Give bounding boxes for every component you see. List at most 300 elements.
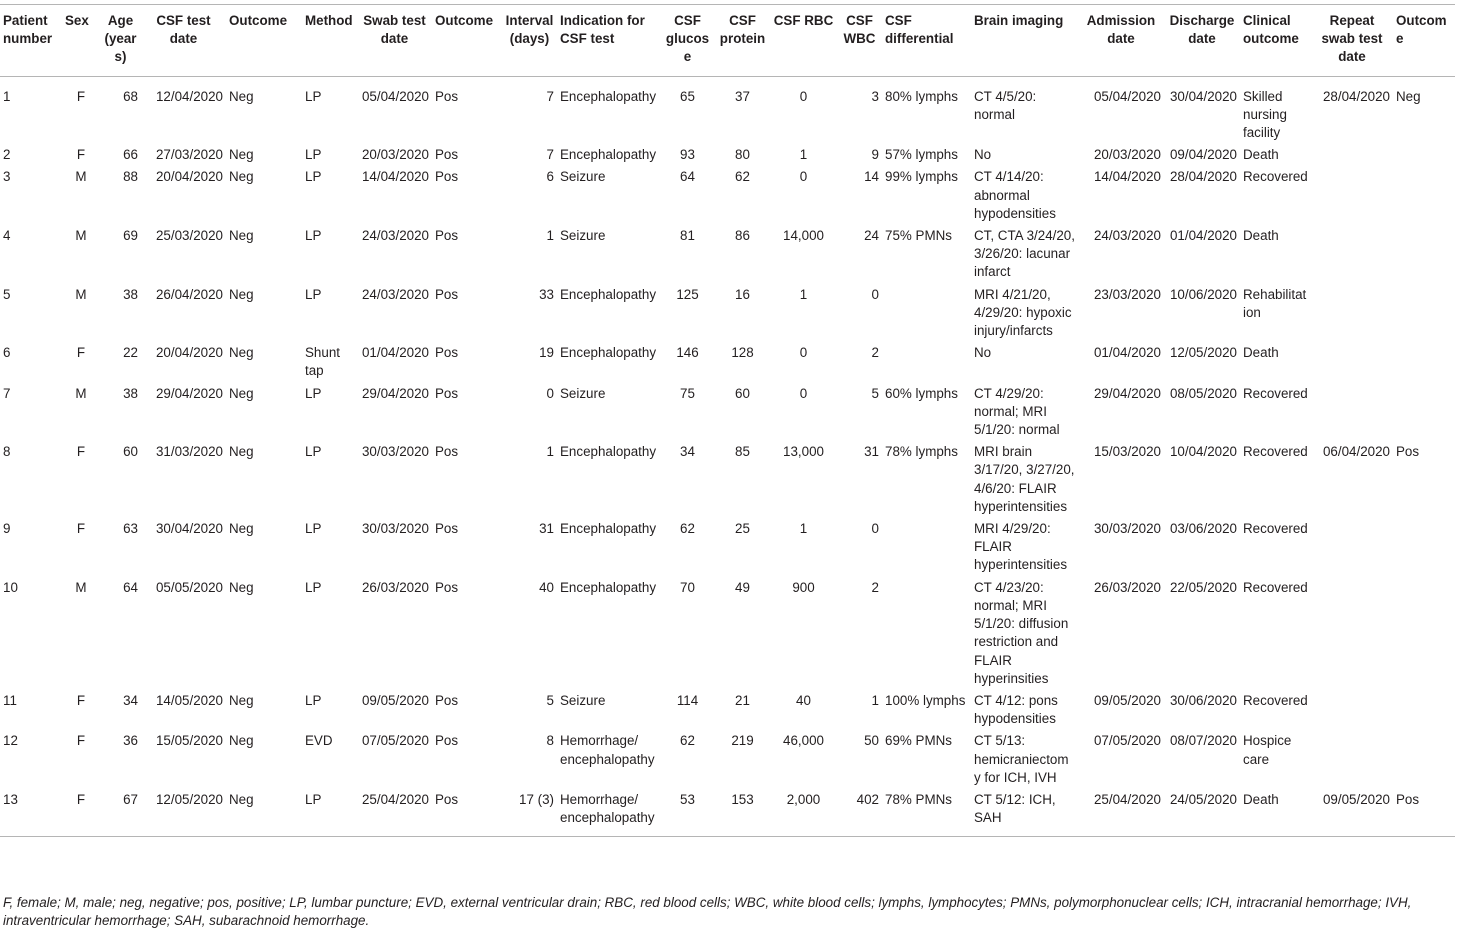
cell-csf-rbc: 40 <box>796 692 811 708</box>
cell-csf-outcome: Neg <box>229 385 254 401</box>
cell-patient-number: 5 <box>3 286 11 302</box>
cell-interval: 40 <box>539 579 554 595</box>
cell-csf-rbc: 900 <box>792 579 815 595</box>
cell-admission-date: 09/05/2020 <box>1093 692 1161 708</box>
cell-discharge-date: 08/07/2020 <box>1169 733 1237 749</box>
cell-csf-outcome: Neg <box>229 286 254 302</box>
cell-repeat-swab-test-date <box>1311 146 1393 168</box>
cell-clinical-outcome: Skilled nursing facility <box>1243 88 1287 141</box>
table-row <box>0 732 1455 791</box>
cell-age: 63 <box>123 521 138 537</box>
table-row <box>0 520 1455 579</box>
cell-method: LP <box>305 169 322 185</box>
cell-sex: F <box>62 791 100 837</box>
table-row <box>0 443 1455 520</box>
cell-clinical-outcome: Recovered <box>1243 579 1308 595</box>
cell-csf-test-date: 12/05/2020 <box>141 791 226 837</box>
cell-csf-glucose: 93 <box>680 147 695 163</box>
cell-repeat-swab-test-date <box>1311 692 1393 732</box>
cell-swab-test-date: 29/04/2020 <box>361 385 429 401</box>
cell-discharge-date: 30/04/2020 <box>1169 88 1237 104</box>
cell-interval: 7 <box>546 88 554 104</box>
cell-swab-outcome: Pos <box>435 345 459 361</box>
table-row <box>0 344 1455 384</box>
cell-csf-outcome: Neg <box>229 147 254 163</box>
header-method: Method <box>302 5 357 77</box>
cell-repeat-swab-test-date <box>1311 286 1393 345</box>
cell-clinical-outcome: Recovered <box>1243 385 1308 401</box>
cell-csf-rbc: 0 <box>799 88 808 104</box>
cell-brain-imaging: CT 4/23/20: normal; MRI 5/1/20: diffusion restriction and FLAIR hyperinsities <box>974 579 1069 686</box>
cell-age: 36 <box>123 733 138 749</box>
cell-age: 68 <box>123 88 138 104</box>
cell-patient-number: 10 <box>3 579 18 595</box>
cell-interval: 19 <box>539 345 554 361</box>
cell-csf-glucose: 114 <box>676 692 699 708</box>
cell-swab-test-date: 30/03/2020 <box>361 444 429 460</box>
cell-csf-protein: 49 <box>735 579 750 595</box>
cell-admission-date: 20/03/2020 <box>1093 147 1161 163</box>
cell-csf-differential <box>882 286 971 345</box>
cell-interval: 17 (3) <box>502 791 557 837</box>
cell-sex: F <box>76 692 86 708</box>
cell-csf-rbc: 14,000 <box>783 228 824 244</box>
cell-interval: 33 <box>539 286 554 302</box>
cell-csf-rbc: 1 <box>799 286 808 302</box>
cell-swab-outcome: Pos <box>435 444 459 460</box>
cell-swab-outcome: Pos <box>435 579 459 595</box>
cell-indication: Hemorrhage/ encephalopathy <box>557 791 660 837</box>
cell-indication: Encephalopathy <box>560 444 657 460</box>
header-csf-test-date: CSF test date <box>141 5 226 77</box>
cell-patient-number: 3 <box>3 169 11 185</box>
cell-discharge-date: 30/06/2020 <box>1169 692 1237 708</box>
cell-indication: Seizure <box>560 692 606 708</box>
cell-patient-number: 11 <box>3 692 17 708</box>
cell-csf-wbc: 50 <box>864 733 879 749</box>
cell-csf-differential: 100% lymphs <box>885 692 966 708</box>
cell-interval: 1 <box>546 444 554 460</box>
cell-repeat-outcome: Pos <box>1393 791 1455 837</box>
header-admission-date: Admission date <box>1078 5 1164 77</box>
cell-csf-rbc: 0 <box>799 385 808 401</box>
cell-indication: Encephalopathy <box>560 579 657 595</box>
cell-admission-date: 14/04/2020 <box>1093 169 1161 185</box>
cell-swab-test-date: 05/04/2020 <box>361 88 429 104</box>
cell-method: LP <box>305 286 322 302</box>
cell-repeat-swab-test-date: 09/05/2020 <box>1311 791 1393 837</box>
cell-age: 60 <box>123 444 138 460</box>
table-footnote: F, female; M, male; neg, negative; pos, positive; LP, lumbar puncture; EVD, external ventricular drain; RBC, red blood cells; WBC, white blood cells; lymphs, lymphocytes; PMNs, polymorphonuclear cells; ICH, intracranial hemorrhage; IVH, intraventricular hemorrhage; SAH, subarachnoid hemorrhage. <box>3 895 1412 929</box>
cell-discharge-date: 08/05/2020 <box>1169 385 1237 401</box>
table-body <box>0 76 1455 837</box>
cell-interval: 5 <box>546 692 554 708</box>
cell-swab-outcome: Pos <box>435 733 459 749</box>
cell-csf-glucose: 70 <box>680 579 695 595</box>
cell-repeat-swab-test-date <box>1311 579 1393 692</box>
cell-patient-number: 1 <box>3 88 11 104</box>
cell-csf-differential: 75% PMNs <box>885 228 952 244</box>
cell-brain-imaging: CT 5/12: ICH, SAH <box>971 791 1078 837</box>
cell-csf-protein: 219 <box>731 733 754 749</box>
cell-csf-test-date: 29/04/2020 <box>155 385 223 401</box>
cell-indication: Seizure <box>560 169 606 185</box>
cell-age: 38 <box>123 385 138 401</box>
cell-sex: M <box>75 228 87 244</box>
cell-age: 66 <box>123 147 138 163</box>
cell-discharge-date: 10/06/2020 <box>1169 286 1237 302</box>
cell-csf-rbc: 13,000 <box>783 444 824 460</box>
cell-sex: F <box>76 88 86 104</box>
header-indication: Indication for CSF test <box>557 5 660 77</box>
cell-swab-outcome: Pos <box>435 385 459 401</box>
cell-csf-outcome: Neg <box>229 88 254 104</box>
cell-clinical-outcome: Recovered <box>1243 692 1308 708</box>
cell-age: 64 <box>123 579 138 595</box>
cell-csf-test-date: 12/04/2020 <box>155 88 223 104</box>
header-sex: Sex <box>62 5 100 77</box>
cell-discharge-date: 24/05/2020 <box>1164 791 1240 837</box>
cell-sex: M <box>75 385 87 401</box>
cell-brain-imaging: MRI brain 3/17/20, 3/27/20, 4/6/20: FLAIR hyperintensities <box>974 444 1075 514</box>
cell-method: Shunt tap <box>305 345 340 379</box>
cell-csf-glucose: 75 <box>680 385 695 401</box>
cell-csf-outcome: Neg <box>229 169 254 185</box>
cell-clinical-outcome: Death <box>1240 791 1311 837</box>
cell-swab-test-date: 09/05/2020 <box>361 692 429 708</box>
cell-patient-number: 4 <box>3 228 11 244</box>
cell-swab-test-date: 30/03/2020 <box>361 521 429 537</box>
header-csf-glucose: CSF glucose <box>660 5 715 77</box>
cell-csf-protein: 25 <box>735 521 750 537</box>
cell-repeat-swab-test-date <box>1311 520 1393 579</box>
cell-method: LP <box>305 385 322 401</box>
cell-admission-date: 24/03/2020 <box>1093 228 1161 244</box>
cell-brain-imaging: No <box>974 147 992 163</box>
cell-discharge-date: 28/04/2020 <box>1169 169 1237 185</box>
table-row <box>0 168 1455 227</box>
cell-clinical-outcome: Rehabilitation <box>1243 286 1307 320</box>
cell-csf-protein: 16 <box>735 286 750 302</box>
cell-repeat-outcome <box>1393 227 1455 286</box>
cell-csf-differential: 60% lymphs <box>885 385 958 401</box>
cell-repeat-outcome <box>1393 732 1455 791</box>
cell-csf-differential <box>882 579 971 692</box>
cell-method: LP <box>305 88 322 104</box>
cell-csf-test-date: 15/05/2020 <box>155 733 223 749</box>
cell-csf-protein: 60 <box>735 385 750 401</box>
cell-sex: F <box>76 147 86 163</box>
cell-csf-outcome: Neg <box>229 733 254 749</box>
cell-csf-rbc: 46,000 <box>783 733 824 749</box>
cell-repeat-swab-test-date: 28/04/2020 <box>1322 88 1390 104</box>
header-swab-test-date: Swab test date <box>357 5 432 77</box>
cell-brain-imaging: CT 4/14/20: abnormal hypodensities <box>974 169 1056 221</box>
cell-patient-number: 12 <box>3 733 18 749</box>
cell-age: 34 <box>123 692 138 708</box>
cell-csf-glucose: 81 <box>680 228 695 244</box>
cell-repeat-outcome <box>1393 579 1455 692</box>
cell-brain-imaging: No <box>974 345 992 361</box>
cell-admission-date: 05/04/2020 <box>1093 88 1161 104</box>
cell-csf-test-date: 31/03/2020 <box>155 444 223 460</box>
table-row <box>0 692 1455 732</box>
cell-swab-test-date: 24/03/2020 <box>361 286 429 302</box>
cell-csf-outcome: Neg <box>229 692 254 708</box>
cell-csf-outcome: Neg <box>229 521 254 537</box>
cell-swab-test-date: 24/03/2020 <box>361 228 429 244</box>
table-row <box>0 76 1455 146</box>
header-swab-outcome: Outcome <box>432 5 502 77</box>
cell-csf-differential: 78% lymphs <box>885 444 958 460</box>
cell-swab-test-date: 25/04/2020 <box>357 791 432 837</box>
cell-interval: 7 <box>546 147 554 163</box>
cell-csf-test-date: 20/04/2020 <box>155 169 223 185</box>
header-repeat-outcome: Outcome <box>1393 5 1455 77</box>
cell-csf-outcome: Neg <box>229 228 254 244</box>
cell-patient-number: 13 <box>0 791 62 837</box>
cell-discharge-date: 01/04/2020 <box>1169 228 1237 244</box>
cell-csf-glucose: 65 <box>680 88 695 104</box>
cell-method: LP <box>305 579 322 595</box>
table-row <box>0 385 1455 444</box>
cell-indication: Encephalopathy <box>560 521 657 537</box>
header-brain-imaging: Brain imaging <box>971 5 1078 77</box>
cell-csf-rbc: 0 <box>799 169 808 185</box>
cell-csf-differential: 69% PMNs <box>885 733 952 749</box>
cell-admission-date: 23/03/2020 <box>1093 286 1161 302</box>
cell-age: 22 <box>123 345 138 361</box>
cell-csf-wbc: 9 <box>871 147 879 163</box>
cell-swab-test-date: 07/05/2020 <box>361 733 429 749</box>
cell-sex: M <box>75 579 87 595</box>
header-clinical-outcome: Clinical outcome <box>1240 5 1311 77</box>
cell-interval: 1 <box>546 228 554 244</box>
cell-csf-protein: 86 <box>735 228 750 244</box>
cell-csf-wbc: 2 <box>871 579 879 595</box>
cell-patient-number: 7 <box>3 385 11 401</box>
cell-csf-differential: 57% lymphs <box>885 147 958 163</box>
patient-data-table <box>0 4 1455 837</box>
cell-admission-date: 30/03/2020 <box>1093 521 1161 537</box>
cell-swab-outcome: Pos <box>435 169 459 185</box>
cell-csf-test-date: 27/03/2020 <box>155 147 223 163</box>
cell-csf-test-date: 14/05/2020 <box>155 692 223 708</box>
cell-clinical-outcome: Death <box>1243 147 1279 163</box>
cell-sex: M <box>75 169 87 185</box>
cell-swab-outcome: Pos <box>435 692 459 708</box>
cell-swab-outcome: Pos <box>435 147 459 163</box>
cell-csf-test-date: 20/04/2020 <box>155 345 223 361</box>
cell-sex: F <box>76 521 86 537</box>
cell-clinical-outcome: Death <box>1243 345 1279 361</box>
table-row <box>0 146 1455 168</box>
cell-sex: F <box>76 733 86 749</box>
cell-clinical-outcome: Hospice care <box>1243 733 1292 767</box>
header-row <box>0 5 1455 77</box>
cell-indication: Encephalopathy <box>560 286 657 302</box>
cell-csf-rbc: 1 <box>799 521 808 537</box>
cell-csf-protein: 85 <box>735 444 750 460</box>
cell-csf-rbc: 1 <box>799 147 808 163</box>
cell-csf-protein: 80 <box>735 147 750 163</box>
header-csf-protein: CSF protein <box>715 5 770 77</box>
cell-patient-number: 9 <box>3 521 11 537</box>
cell-brain-imaging: CT 5/13: hemicraniectomy for ICH, IVH <box>974 733 1069 785</box>
cell-age: 67 <box>100 791 141 837</box>
header-patient-number: Patient number <box>0 5 62 77</box>
cell-swab-test-date: 26/03/2020 <box>361 579 429 595</box>
cell-csf-wbc: 5 <box>871 385 879 401</box>
cell-swab-test-date: 14/04/2020 <box>361 169 429 185</box>
cell-csf-glucose: 125 <box>676 286 699 302</box>
cell-csf-wbc: 14 <box>864 169 879 185</box>
header-interval: Interval (days) <box>502 5 557 77</box>
cell-discharge-date: 12/05/2020 <box>1169 345 1237 361</box>
cell-csf-test-date: 26/04/2020 <box>155 286 223 302</box>
cell-repeat-outcome: Pos <box>1396 444 1420 460</box>
header-csf-rbc: CSF RBC <box>770 5 837 77</box>
cell-csf-wbc: 24 <box>864 228 879 244</box>
header-repeat-swab-test-date: Repeat swab test date <box>1311 5 1393 77</box>
cell-brain-imaging: CT 4/12: pons hypodensities <box>974 692 1058 727</box>
cell-clinical-outcome: Recovered <box>1243 444 1308 460</box>
table-row <box>0 791 1455 837</box>
header-csf-differential: CSF differential <box>882 5 971 77</box>
cell-method: EVD <box>305 733 333 749</box>
cell-csf-differential: 99% lymphs <box>885 169 958 185</box>
cell-indication: Encephalopathy <box>560 345 657 361</box>
cell-discharge-date: 22/05/2020 <box>1169 579 1237 595</box>
cell-sex: M <box>75 286 87 302</box>
cell-repeat-outcome <box>1393 520 1455 579</box>
cell-indication: Hemorrhage/ encephalopathy <box>560 733 655 767</box>
cell-csf-protein: 37 <box>735 88 750 104</box>
cell-csf-glucose: 146 <box>676 345 699 361</box>
cell-repeat-outcome <box>1393 344 1455 384</box>
cell-method: LP <box>302 791 357 837</box>
cell-method: LP <box>305 147 322 163</box>
cell-interval: 6 <box>546 169 554 185</box>
cell-patient-number: 8 <box>3 444 11 460</box>
cell-indication: Seizure <box>560 228 606 244</box>
cell-swab-outcome: Pos <box>435 228 459 244</box>
cell-csf-rbc: 2,000 <box>770 791 837 837</box>
cell-csf-protein: 21 <box>735 692 750 708</box>
cell-admission-date: 01/04/2020 <box>1093 345 1161 361</box>
cell-csf-wbc: 0 <box>871 521 879 537</box>
table-row <box>0 579 1455 692</box>
cell-csf-test-date: 30/04/2020 <box>155 521 223 537</box>
cell-repeat-outcome: Neg <box>1396 88 1421 104</box>
cell-brain-imaging: CT 4/5/20: normal <box>974 88 1037 122</box>
header-discharge-date: Discharge date <box>1164 5 1240 77</box>
cell-csf-wbc: 2 <box>871 345 879 361</box>
cell-interval: 0 <box>546 385 554 401</box>
cell-csf-differential: 80% lymphs <box>885 88 958 104</box>
cell-discharge-date: 03/06/2020 <box>1169 521 1237 537</box>
cell-discharge-date: 09/04/2020 <box>1169 147 1237 163</box>
cell-age: 88 <box>123 169 138 185</box>
cell-admission-date: 25/04/2020 <box>1078 791 1164 837</box>
cell-admission-date: 07/05/2020 <box>1093 733 1161 749</box>
cell-csf-protein: 128 <box>731 345 754 361</box>
cell-repeat-outcome <box>1393 692 1455 732</box>
cell-csf-glucose: 53 <box>660 791 715 837</box>
cell-brain-imaging: MRI 4/21/20, 4/29/20: hypoxic injury/infarcts <box>974 286 1072 339</box>
cell-repeat-outcome <box>1393 168 1455 227</box>
cell-clinical-outcome: Death <box>1243 228 1279 244</box>
cell-method: LP <box>305 228 322 244</box>
cell-clinical-outcome: Recovered <box>1243 521 1308 537</box>
cell-admission-date: 15/03/2020 <box>1093 444 1161 460</box>
cell-swab-outcome: Pos <box>432 791 502 837</box>
cell-csf-protein: 153 <box>715 791 770 837</box>
cell-brain-imaging: CT, CTA 3/24/20, 3/26/20: lacunar infarct <box>974 228 1075 280</box>
cell-csf-wbc: 402 <box>837 791 882 837</box>
cell-csf-test-date: 25/03/2020 <box>155 228 223 244</box>
cell-csf-wbc: 31 <box>864 444 879 460</box>
cell-csf-glucose: 62 <box>680 521 695 537</box>
cell-sex: F <box>76 444 86 460</box>
cell-swab-outcome: Pos <box>435 286 459 302</box>
cell-repeat-swab-test-date <box>1311 732 1393 791</box>
header-csf-outcome: Outcome <box>226 5 302 77</box>
cell-csf-differential: 78% PMNs <box>882 791 971 837</box>
cell-csf-outcome: Neg <box>229 579 254 595</box>
cell-swab-test-date: 01/04/2020 <box>361 345 429 361</box>
cell-brain-imaging: CT 4/29/20: normal; MRI 5/1/20: normal <box>974 385 1060 438</box>
cell-repeat-swab-test-date <box>1311 168 1393 227</box>
cell-csf-wbc: 1 <box>871 692 879 708</box>
cell-admission-date: 29/04/2020 <box>1093 385 1161 401</box>
cell-csf-outcome: Neg <box>226 791 302 837</box>
cell-csf-protein: 62 <box>735 169 750 185</box>
cell-csf-wbc: 0 <box>871 286 879 302</box>
table-row <box>0 227 1455 286</box>
cell-indication: Seizure <box>560 385 606 401</box>
cell-admission-date: 26/03/2020 <box>1093 579 1161 595</box>
cell-repeat-swab-test-date: 06/04/2020 <box>1322 444 1390 460</box>
cell-interval: 8 <box>546 733 554 749</box>
cell-csf-outcome: Neg <box>229 444 254 460</box>
cell-repeat-outcome <box>1393 286 1455 345</box>
cell-sex: F <box>76 345 86 361</box>
header-age: Age (years) <box>100 5 141 77</box>
cell-interval: 31 <box>539 521 554 537</box>
cell-csf-glucose: 34 <box>680 444 695 460</box>
table-row <box>0 286 1455 345</box>
cell-csf-wbc: 3 <box>871 88 879 104</box>
cell-repeat-swab-test-date <box>1311 227 1393 286</box>
cell-clinical-outcome: Recovered <box>1243 169 1308 185</box>
header-csf-wbc: CSF WBC <box>837 5 882 77</box>
cell-csf-glucose: 62 <box>680 733 695 749</box>
cell-csf-rbc: 0 <box>799 345 808 361</box>
cell-csf-glucose: 64 <box>680 169 695 185</box>
cell-swab-outcome: Pos <box>435 88 459 104</box>
cell-repeat-outcome <box>1393 385 1455 444</box>
cell-repeat-outcome <box>1393 146 1455 168</box>
cell-repeat-swab-test-date <box>1311 385 1393 444</box>
cell-patient-number: 2 <box>3 147 11 163</box>
cell-method: LP <box>305 444 322 460</box>
cell-indication: Encephalopathy <box>560 147 657 163</box>
cell-csf-differential <box>882 344 971 384</box>
cell-brain-imaging: MRI 4/29/20: FLAIR hyperintensities <box>974 521 1068 573</box>
cell-method: LP <box>305 692 322 708</box>
cell-age: 69 <box>123 228 138 244</box>
